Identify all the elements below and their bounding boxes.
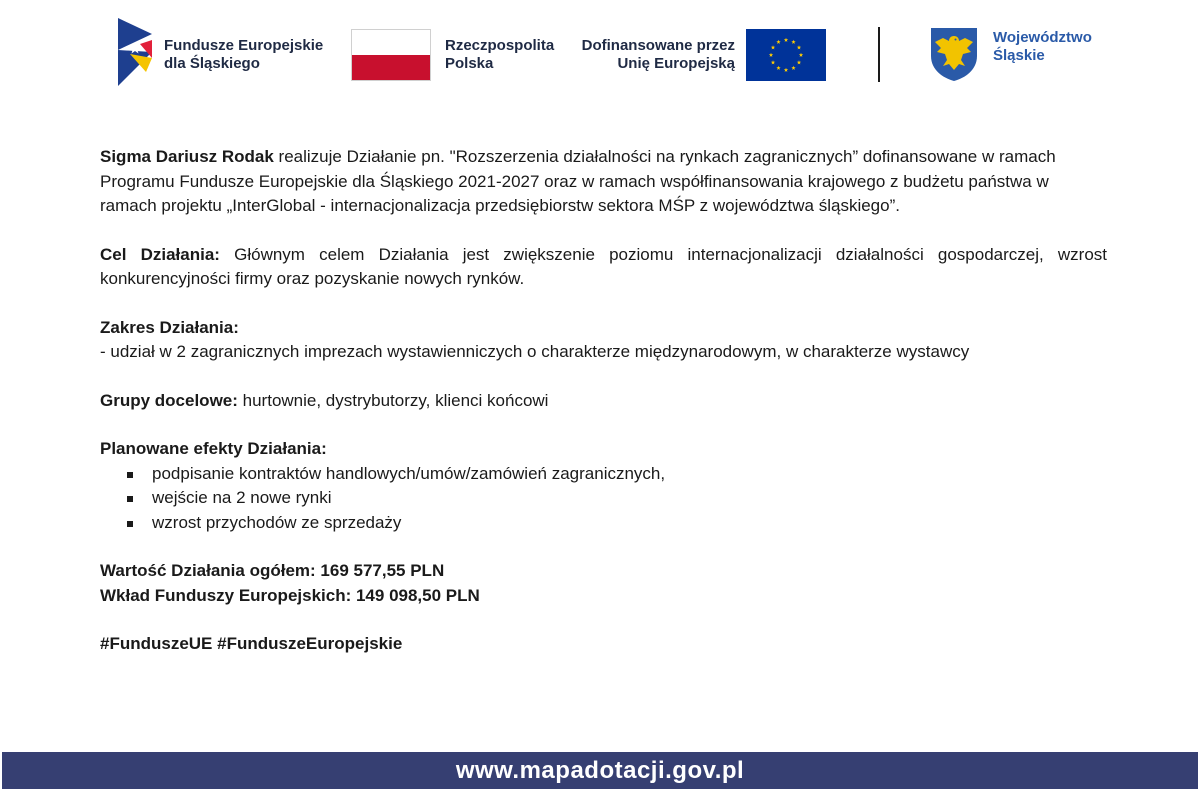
- goal-label: Cel Działania:: [100, 244, 220, 264]
- list-item: [100, 511, 1107, 536]
- target-label: Grupy docelowe:: [100, 390, 238, 410]
- eu-contribution-value: Wkład Funduszy Europejskich: 149 098,50 PLN: [100, 585, 480, 605]
- eu-cofinanced-label: [560, 37, 735, 73]
- footer-banner: [2, 752, 1198, 789]
- bullet-icon: [127, 472, 133, 478]
- scope-text: - udział w 2 zagranicznych imprezach wystawienniczych o charakterze międzynarodowym, w charakterze wystawcy: [100, 342, 970, 361]
- bullet-icon: [127, 496, 133, 502]
- bullet-icon: [127, 521, 133, 527]
- silesia-line2: Śląskie: [993, 47, 1045, 64]
- poland-label: [445, 37, 554, 73]
- total-value: Wartość Działania ogółem: 169 577,55 PLN: [100, 561, 445, 580]
- goal-paragraph: [100, 243, 1107, 292]
- poland-line1: Rzeczpospolita: [445, 37, 555, 54]
- eu-line2: Unię Europejską: [617, 55, 735, 72]
- goal-text: Głównym celem Działania jest zwiększenie poziomu internacjonalizacji działalności gospodarczej, wzrost konkurencyjności firmy oraz pozyskanie nowych rynków.: [100, 244, 1107, 288]
- scope-paragraph: [100, 316, 1107, 365]
- hashtags: #FunduszeUE #FunduszeEuropejskie: [100, 634, 403, 653]
- values-paragraph: [100, 559, 1107, 608]
- target-text: hurtownie, dystrybutorzy, klienci końcowi: [237, 390, 549, 410]
- poland-line2: Polska: [445, 55, 494, 72]
- fundusze-europejskie-logo-icon: [116, 16, 154, 88]
- silesia-coat-of-arms-icon: [929, 26, 979, 82]
- silesia-label: [993, 29, 1092, 65]
- effects-label: Planowane efekty Działania:: [100, 439, 327, 458]
- eu-line1: Dofinansowane przez: [581, 37, 735, 54]
- intro-paragraph: [100, 145, 1107, 219]
- list-item: [100, 462, 1107, 487]
- fundusze-europejskie-label: [164, 37, 323, 73]
- poland-flag-icon: [351, 29, 431, 81]
- fe-line1: Fundusze Europejskie: [164, 37, 324, 54]
- logo-divider: [878, 27, 880, 82]
- effect-text: wzrost przychodów ze sprzedaży: [152, 512, 402, 532]
- effect-text: podpisanie kontraktów handlowych/umów/zamówień zagranicznych,: [152, 463, 666, 483]
- eu-flag-icon: [746, 29, 826, 81]
- silesia-line1: Województwo: [993, 29, 1092, 46]
- company-name: Sigma Dariusz Rodak: [100, 147, 274, 166]
- effect-text: wejście na 2 nowe rynki: [152, 488, 332, 507]
- list-item: [100, 486, 1107, 511]
- logo-bar: [0, 0, 1200, 110]
- project-description: [100, 145, 1107, 681]
- target-paragraph: [100, 389, 1107, 414]
- footer-url[interactable]: www.mapadotacji.gov.pl: [455, 757, 745, 784]
- intro-text: realizuje Działanie pn. "Rozszerzenia działalności na rynkach zagranicznych” dofinansowane w ramach Programu Fundusze Europejskie dla Śląskiego 2021-2027 oraz w ramach współfinansowania krajowego z budżetu państwa w ramach projektu „InterGlobal - internacjonalizacja przedsiębiorstw sektora MŚP z województwa śląskiego”.: [100, 147, 1056, 215]
- fe-line2: dla Śląskiego: [164, 55, 260, 72]
- scope-label: Zakres Działania:: [100, 317, 239, 337]
- effects-list: [100, 462, 1107, 536]
